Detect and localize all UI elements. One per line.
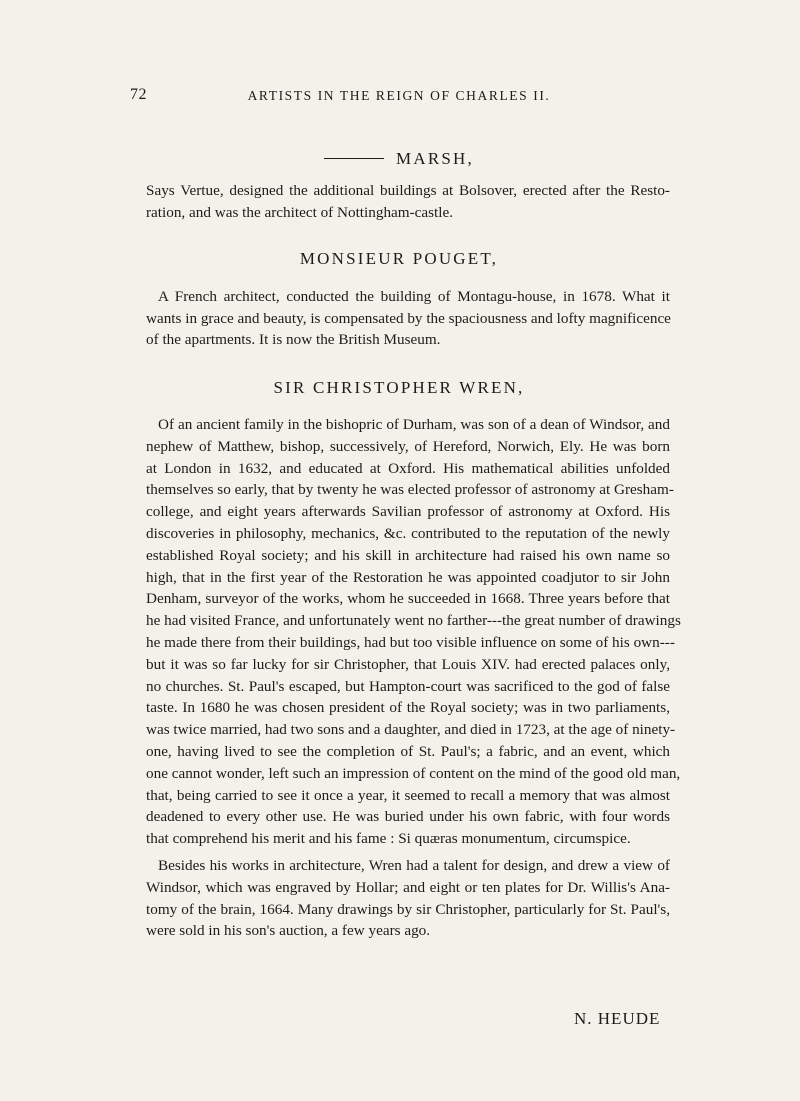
- entry-heading-pouget: [130, 249, 668, 269]
- text-line: Denham, surveyor of the works, whom he succeeded in 1668. Three years before that: [146, 590, 670, 608]
- entry-paragraph-wren: [146, 414, 681, 850]
- text-line: Windsor, which was engraved by Hollar; and eight or ten plates for Dr. Willis's Ana-: [146, 878, 670, 896]
- text-line: ration, and was the architect of Nottingham-castle.: [146, 203, 454, 221]
- text-line: of the apartments. It is now the British Museum.: [146, 331, 441, 349]
- text-line: at London in 1632, and educated at Oxford. His mathematical abilities unfolded: [146, 459, 670, 477]
- text-line: he had visited France, and unfortunately went no farther---the great number of drawings: [146, 612, 681, 630]
- text-line: Besides his works in architecture, Wren had a talent for design, and drew a view of: [158, 857, 670, 874]
- text-line: he made there from their buildings, had but too visible influence on some of his own---: [146, 633, 675, 651]
- entry-heading-marsh: [130, 149, 668, 169]
- text-line: were sold in his son's auction, a few years ago.: [146, 922, 431, 940]
- text-line: nephew of Matthew, bishop, successively, of Hereford, Norwich, Ely. He was born: [146, 437, 670, 455]
- text-line: themselves so early, that by twenty he was elected professor of astronomy at Gresham-: [146, 481, 674, 499]
- text-line: one cannot wonder, left such an impression of content on the mind of the good old man,: [146, 764, 681, 782]
- text-line: tomy of the brain, 1664. Many drawings by sir Christopher, particularly for St. Paul's,: [146, 900, 670, 918]
- entry-heading-text: MARSH,: [396, 149, 474, 168]
- text-line: Says Vertue, designed the additional buildings at Bolsover, erected after the Resto-: [146, 182, 670, 199]
- text-line: that comprehend his merit and his fame : Si quæras monumentum, circumspice.: [146, 830, 631, 848]
- text-line: no churches. St. Paul's escaped, but Hampton-court was sacrificed to the god of false: [146, 677, 670, 695]
- text-line: college, and eight years afterwards Savilian professor of astronomy at Oxford. His: [146, 503, 670, 521]
- text-line: Of an ancient family in the bishopric of Durham, was son of a dean of Windsor, and: [158, 416, 670, 433]
- text-line: deadened to every other use. He was buried under his own fabric, with four words: [146, 808, 670, 826]
- entry-paragraph-marsh: [146, 180, 670, 223]
- entry-heading-wren: [130, 378, 668, 398]
- entry-paragraph-pouget: [146, 286, 670, 351]
- text-line: taste. In 1680 he was chosen president of the Royal society; was in two parliaments,: [146, 699, 670, 717]
- text-line: that, being carried to see it once a year, it seemed to recall a memory that was almost: [146, 786, 670, 804]
- catchword: N. HEUDE: [574, 1009, 661, 1028]
- text-line: one, having lived to see the completion of St. Paul's; a fabric, and an event, which: [146, 742, 670, 760]
- entry-heading-text: MONSIEUR POUGET,: [299, 249, 499, 268]
- text-line: A French architect, conducted the building of Montagu-house, in 1678. What it: [158, 288, 670, 305]
- entry-paragraph-wren-continued: [146, 855, 670, 942]
- text-line: established Royal society; and his skill in architecture had raised his own name so: [146, 546, 670, 564]
- text-line: wants in grace and beauty, is compensated by the spaciousness and lofty magnificence: [146, 309, 671, 327]
- text-line: was twice married, had two sons and a daughter, and died in 1723, at the age of ninety-: [146, 721, 676, 739]
- page-number: 72: [130, 86, 147, 103]
- text-line: discoveries in philosophy, mechanics, &c. contributed to the reputation of the newly: [146, 524, 670, 542]
- entry-heading-text: SIR CHRISTOPHER WREN,: [273, 378, 525, 397]
- running-head: [130, 86, 668, 108]
- heading-dash: [324, 158, 384, 159]
- text-line: high, that in the first year of the Restoration he was appointed coadjutor to sir John: [146, 568, 670, 586]
- text-line: but it was so far lucky for sir Christopher, that Louis XIV. had erected palaces only,: [146, 655, 670, 673]
- running-title: ARTISTS IN THE REIGN OF CHARLES II.: [247, 88, 551, 103]
